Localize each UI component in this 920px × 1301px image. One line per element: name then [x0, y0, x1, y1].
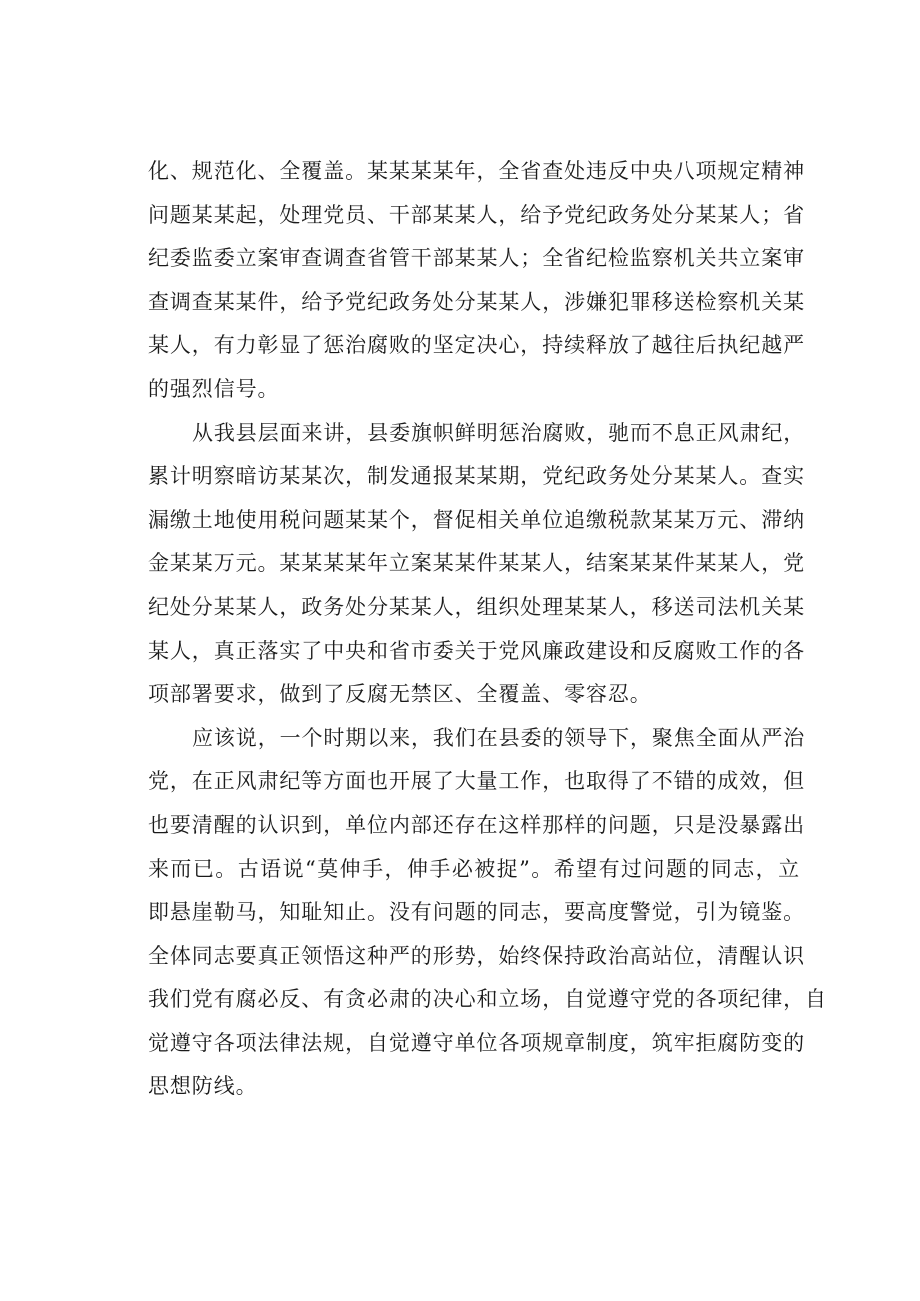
- text-line: 即悬崖勒马，知耻知止。没有问题的同志，要高度警觉，引为镜鉴。: [148, 900, 805, 925]
- text-line: 某人，真正落实了中央和省市委关于党风廉政建设和反腐败工作的各: [148, 638, 805, 663]
- text-line: 纪委监委立案审查调查省管干部某某人；全省纪检监察机关共立案审: [148, 246, 805, 271]
- text-line: 从我县层面来讲，县委旗帜鲜明惩治腐败，驰而不息正风肃纪，: [192, 420, 806, 445]
- text-line: 党，在正风肃纪等方面也开展了大量工作，也取得了不错的成效，但: [148, 769, 805, 794]
- document-body: [148, 150, 827, 1109]
- text-line: 查调查某某件，给予党纪政务处分某某人，涉嫌犯罪移送检察机关某: [148, 289, 805, 314]
- text-line: 来而已。古语说“莫伸手，伸手必被捉”。希望有过问题的同志，立: [148, 856, 800, 881]
- text-line: 我们党有腐必反、有贪必肃的决心和立场，自觉遵守党的各项纪律，自: [148, 987, 827, 1012]
- text-line: 也要清醒的认识到，单位内部还存在这样那样的问题，只是没暴露出: [148, 812, 805, 837]
- text-line: 全体同志要真正领悟这种严的形势，始终保持政治高站位，清醒认识: [148, 943, 805, 968]
- paragraph-1: [148, 150, 805, 412]
- text-line: 项部署要求，做到了反腐无禁区、全覆盖、零容忍。: [148, 682, 652, 707]
- text-line: 某人，有力彰显了惩治腐败的坚定决心，持续释放了越往后执纪越严: [148, 333, 805, 358]
- text-line: 纪处分某某人，政务处分某某人，组织处理某某人，移送司法机关某: [148, 594, 805, 619]
- text-line: 漏缴土地使用税问题某某个，督促相关单位追缴税款某某万元、滞纳: [148, 507, 805, 532]
- text-line: 化、规范化、全覆盖。某某某某年，全省查处违反中央八项规定精神: [148, 159, 805, 183]
- text-line: 问题某某起，处理党员、干部某某人，给予党纪政务处分某某人；省: [148, 202, 805, 227]
- text-line: 应该说，一个时期以来，我们在县委的领导下，聚焦全面从严治: [192, 725, 806, 750]
- text-line: 金某某万元。某某某某年立案某某件某某人，结案某某件某某人，党: [148, 551, 805, 576]
- text-line: 的强烈信号。: [148, 376, 280, 401]
- text-line: 觉遵守各项法律法规，自觉遵守单位各项规章制度，筑牢拒腐防变的: [148, 1030, 805, 1055]
- paragraph-3: [148, 717, 827, 1109]
- text-line: 思想防线。: [148, 1074, 258, 1099]
- text-line: 累计明察暗访某某次，制发通报某某期，党纪政务处分某某人。查实: [148, 464, 805, 489]
- paragraph-2: [148, 412, 806, 717]
